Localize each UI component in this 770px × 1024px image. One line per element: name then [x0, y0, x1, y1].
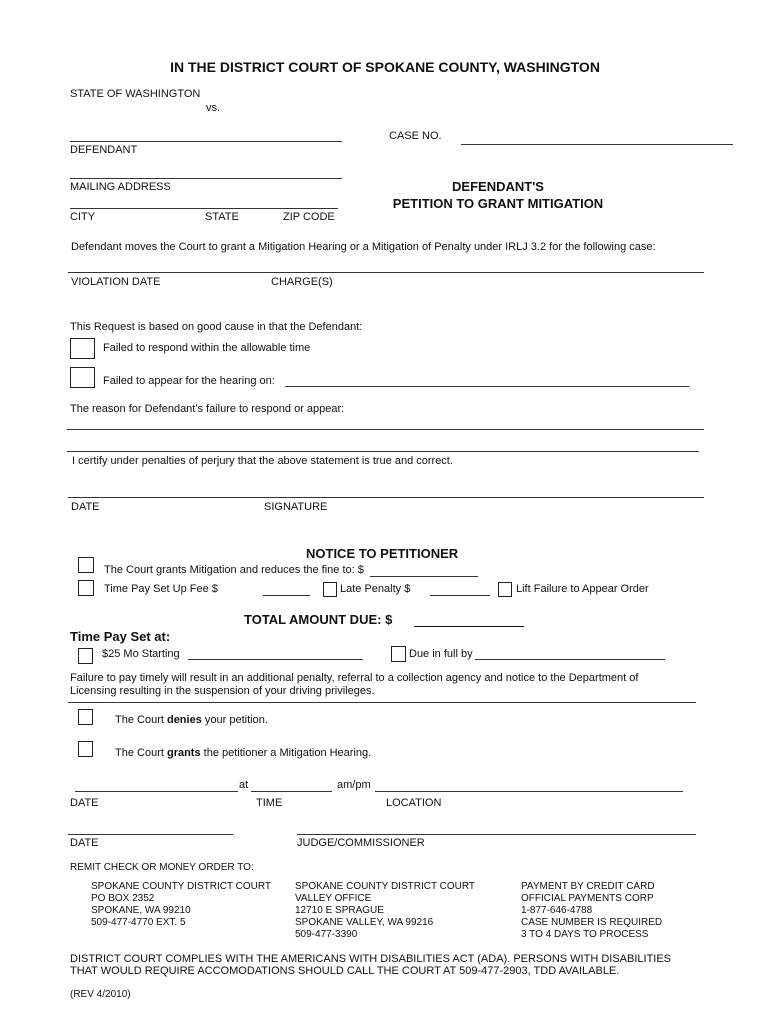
grants-hearing-label: The Court grants the petitioner a Mitigation Hearing.	[115, 747, 372, 759]
violation-date-label: VIOLATION DATE	[71, 276, 161, 288]
decision-location-label: LOCATION	[386, 797, 442, 809]
mailing-top-line	[70, 178, 342, 179]
mo-starting-label: $25 Mo Starting	[102, 648, 180, 660]
judge-date-label: DATE	[70, 837, 99, 849]
certify-date-label: DATE	[71, 501, 100, 513]
violation-line[interactable]	[68, 272, 704, 273]
signature-label: SIGNATURE	[264, 501, 328, 513]
hearing-date-line[interactable]	[285, 386, 689, 387]
decision-date-label: DATE	[70, 797, 99, 809]
denies-checkbox[interactable]	[78, 709, 93, 725]
time-pay-fee-line[interactable]	[263, 595, 310, 596]
hearing-location-field[interactable]	[375, 791, 683, 792]
reason-line-1[interactable]	[67, 429, 704, 430]
request-intro: This Request is based on good cause in that the Defendant:	[70, 321, 363, 333]
hearing-date-field[interactable]	[75, 791, 238, 792]
remit-credit-card: PAYMENT BY CREDIT CARD OFFICIAL PAYMENTS CORP 1-877-646-4788 CASE NUMBER IS REQUIRED 3 TO 4 DAYS TO PROCESS	[521, 881, 663, 940]
certify-text: I certify under penalties of perjury that the above statement is true and correct.	[72, 455, 453, 467]
remit-main-office: SPOKANE COUNTY DISTRICT COURT PO BOX 2352 SPOKANE, WA 99210 509-477-4770 EXT. 5	[91, 881, 272, 928]
zip-label: ZIP CODE	[283, 211, 335, 223]
judge-signature-field[interactable]	[297, 834, 696, 835]
late-penalty-label: Late Penalty $	[340, 583, 411, 595]
mailing-address-label: MAILING ADDRESS	[70, 181, 171, 193]
revision-label: (REV 4/2010)	[70, 989, 131, 1000]
denies-label: The Court denies your petition.	[115, 714, 268, 726]
failed-appear-label: Failed to appear for the hearing on:	[103, 375, 275, 387]
court-title: IN THE DISTRICT COURT OF SPOKANE COUNTY, WASHINGTON	[170, 59, 600, 75]
judge-date-field[interactable]	[68, 834, 233, 835]
failure-warning-line1: Failure to pay timely will result in an additional penalty, referral to a collection agency and notice to the Department of	[70, 672, 639, 684]
judge-label: JUDGE/COMMISSIONER	[297, 837, 425, 849]
signature-line[interactable]	[68, 497, 704, 498]
hearing-time-field[interactable]	[251, 791, 332, 792]
state-label: STATE	[205, 211, 239, 223]
defendant-line[interactable]	[70, 141, 342, 142]
lift-failure-label: Lift Failure to Appear Order	[516, 583, 649, 595]
plaintiff-label: STATE OF WASHINGTON	[70, 88, 201, 100]
time-pay-title: Time Pay Set at:	[70, 629, 171, 644]
charges-label: CHARGE(S)	[271, 276, 333, 288]
case-no-label: CASE NO.	[389, 130, 442, 142]
late-penalty-checkbox[interactable]	[323, 582, 337, 597]
reduced-fine-line[interactable]	[370, 576, 478, 577]
failed-respond-checkbox[interactable]	[70, 338, 95, 359]
grants-mitigation-checkbox[interactable]	[78, 557, 94, 573]
notice-title: NOTICE TO PETITIONER	[306, 546, 459, 561]
failed-respond-label: Failed to respond within the allowable time	[103, 342, 311, 354]
defendant-label: DEFENDANT	[70, 144, 138, 156]
remit-valley-office: SPOKANE COUNTY DISTRICT COURT VALLEY OFFICE 12710 E SPRAGUE SPOKANE VALLEY, WA 99216 509-477-3390	[295, 881, 476, 940]
time-pay-fee-checkbox[interactable]	[78, 580, 94, 596]
mo-starting-checkbox[interactable]	[78, 648, 93, 664]
total-due-label: TOTAL AMOUNT DUE: $	[244, 612, 393, 627]
city-label: CITY	[70, 211, 96, 223]
reason-label: The reason for Defendant's failure to respond or appear:	[70, 403, 345, 415]
form-title-line1: DEFENDANT'S	[452, 179, 544, 194]
grants-mitigation-label: The Court grants Mitigation and reduces the fine to: $	[104, 564, 364, 576]
mo-starting-line[interactable]	[188, 659, 363, 660]
due-in-full-line[interactable]	[475, 659, 665, 660]
ada-line2: THAT WOULD REQUIRE ACCOMODATIONS SHOULD CALL THE COURT AT 509-477-2903, TDD AVAILABLE.	[70, 965, 620, 977]
reason-line-2[interactable]	[67, 451, 699, 452]
due-in-full-label: Due in full by	[409, 648, 473, 660]
late-penalty-line[interactable]	[430, 595, 490, 596]
failure-warning-line2: Licensing resulting in the suspension of your driving privileges.	[70, 685, 375, 697]
notice-divider	[68, 702, 696, 703]
versus-label: vs.	[206, 102, 221, 114]
ampm-label: am/pm	[337, 779, 371, 791]
motion-text: Defendant moves the Court to grant a Mitigation Hearing or a Mitigation of Penalty under IRLJ 3.2 for the following case:	[71, 241, 656, 253]
time-pay-fee-label: Time Pay Set Up Fee $	[104, 583, 218, 595]
lift-failure-checkbox[interactable]	[498, 582, 512, 597]
case-no-line[interactable]	[461, 144, 733, 145]
mailing-address-line[interactable]	[70, 208, 338, 209]
ada-line1: DISTRICT COURT COMPLIES WITH THE AMERICANS WITH DISABILITIES ACT (ADA). PERSONS WITH DISABILITIES	[70, 953, 672, 965]
total-due-line[interactable]	[414, 626, 524, 627]
failed-appear-checkbox[interactable]	[70, 367, 95, 388]
form-title-line2: PETITION TO GRANT MITIGATION	[392, 196, 604, 211]
remit-heading: REMIT CHECK OR MONEY ORDER TO:	[70, 862, 254, 873]
due-in-full-checkbox[interactable]	[391, 646, 406, 662]
at-label: at	[239, 779, 249, 791]
grants-hearing-checkbox[interactable]	[78, 741, 93, 757]
decision-time-label: TIME	[256, 797, 283, 809]
